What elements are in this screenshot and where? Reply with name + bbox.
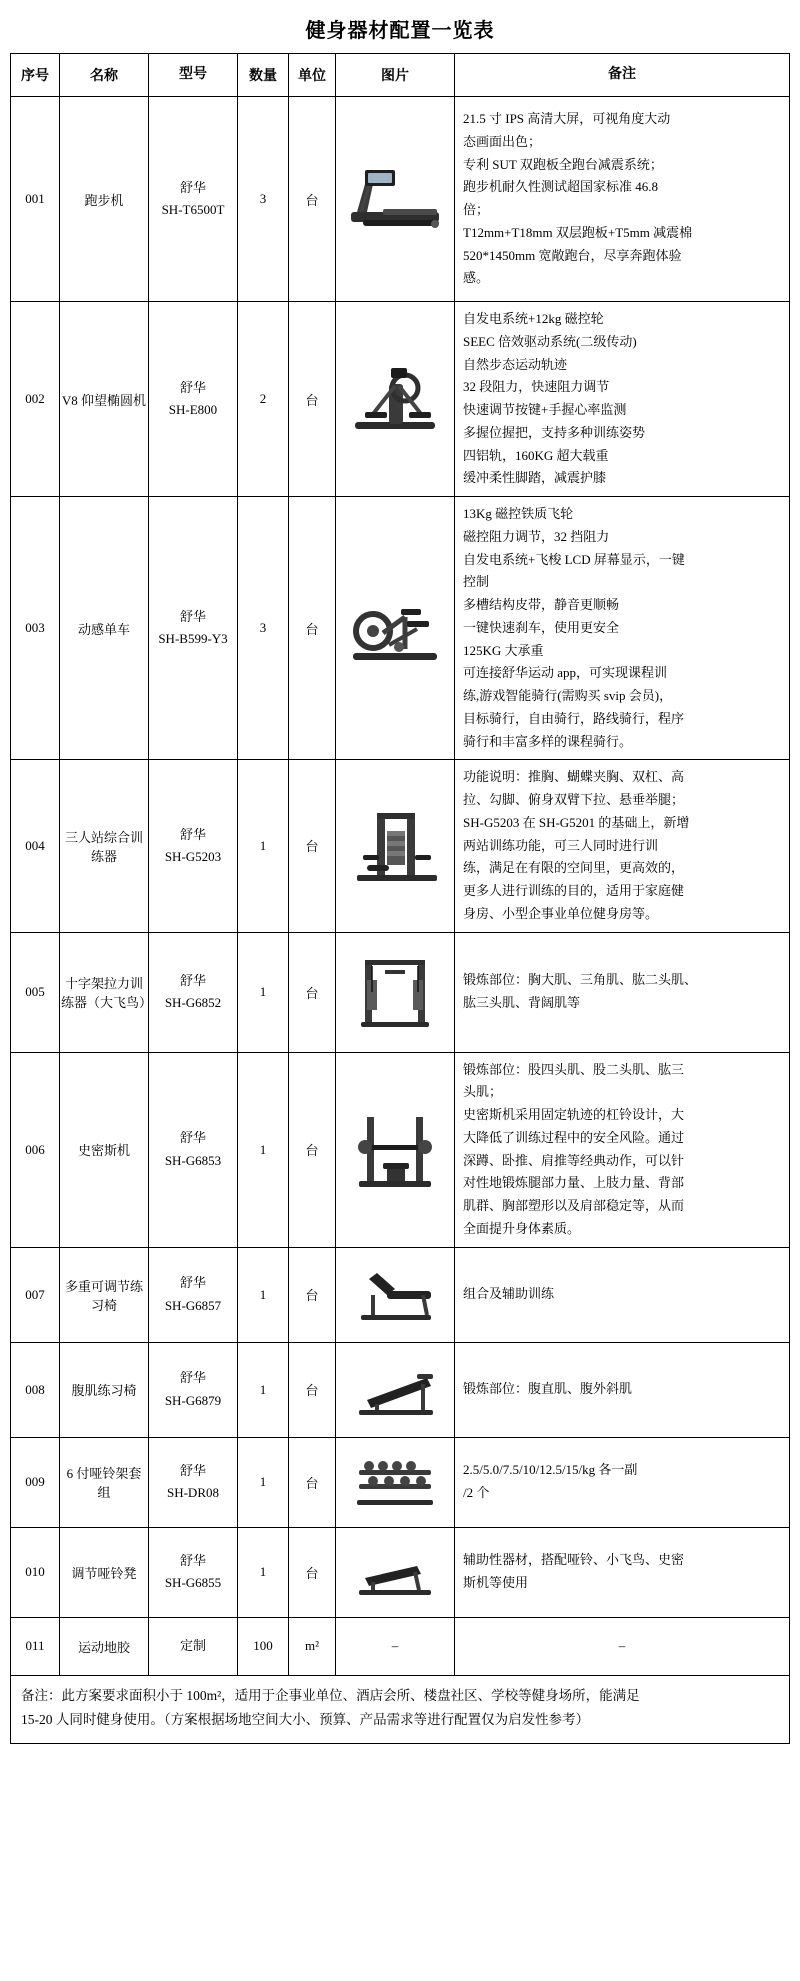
cell-brand: 舒华	[179, 1370, 206, 1386]
cell-unit: 台	[289, 497, 336, 760]
cell-model-code: SH-G6857	[164, 1297, 222, 1313]
remark-line: 多握位握把，支持多种训练姿势	[463, 424, 646, 440]
table-row	[11, 932, 790, 1052]
cell-remark	[455, 1342, 790, 1437]
adjustable-bench-icon	[343, 1265, 447, 1325]
remark-line: 练,游戏智能骑行(需购买 svip 会员)，	[463, 688, 673, 703]
remark-line: 组合及辅助训练	[463, 1286, 555, 1302]
cell-remark	[455, 932, 790, 1052]
table-body	[11, 97, 790, 1676]
footer-note-line-1: 此方案要求面积小于 100m²，适用于企事业单位、酒店会所、楼盘社区、学校等健身场所，能满足	[61, 1687, 640, 1703]
cell-unit: 台	[289, 1437, 336, 1527]
remark-line: 锻炼部位：股四头肌、股二头肌、肱三	[463, 1061, 685, 1077]
column-header-name: 名称	[60, 54, 149, 97]
remark-line: 全面提升身体素质。	[463, 1220, 581, 1236]
cell-qty: 1	[238, 1437, 289, 1527]
remark-line: 骑行和丰富多样的课程骑行。	[463, 733, 633, 749]
remark-line: 520*1450mm 宽敞跑台，尽享奔跑体验	[463, 247, 682, 263]
cell-model	[149, 1052, 238, 1247]
cell-model-code: SH-T6500T	[161, 202, 225, 217]
remark-line: 13Kg 磁控铁质飞轮	[463, 506, 574, 521]
cell-no: 007	[11, 1247, 60, 1342]
table-row	[11, 1437, 790, 1527]
cell-no: 010	[11, 1527, 60, 1617]
remark-line: 头肌；	[463, 1084, 503, 1100]
cell-image	[336, 1052, 455, 1247]
remark-line: T12mm+T18mm 双层跑板+T5mm 减震棉	[463, 224, 693, 240]
page-title: 健身器材配置一览表	[305, 20, 495, 42]
cell-remark	[455, 1052, 790, 1247]
dumbbell-rack-icon	[343, 1454, 447, 1510]
table-row	[11, 302, 790, 497]
cell-no: 003	[11, 497, 60, 760]
footer-note-label: 备注：	[21, 1687, 62, 1703]
smith-machine-icon	[343, 1105, 447, 1195]
cell-brand: 舒华	[179, 826, 206, 842]
cell-qty: 1	[238, 1247, 289, 1342]
cell-no: 005	[11, 932, 60, 1052]
remark-line: 21.5 寸 IPS 高清大屏，可视角度大动	[463, 111, 671, 126]
cell-no: 008	[11, 1342, 60, 1437]
remark-line: /2 个	[463, 1485, 490, 1500]
cell-remark	[455, 1527, 790, 1617]
remark-line: 功能说明：推胸、蝴蝶夹胸、双杠、高	[463, 769, 685, 785]
cell-qty: 3	[238, 97, 289, 302]
cell-model-code: SH-G5203	[164, 848, 222, 864]
cell-model	[149, 1247, 238, 1342]
cell-no: 001	[11, 97, 60, 302]
cell-brand: 舒华	[179, 1552, 206, 1568]
remark-line: 快速调节按键+手握心率监测	[463, 402, 627, 417]
footer-note-line-2: 15-20 人同时健身使用。（方案根据场地空间大小、预算、产品需求等进行配置仅为启发性参考）	[21, 1712, 590, 1728]
cell-name: 多重可调节练习椅	[60, 1247, 149, 1342]
cell-model-code: SH-DR08	[166, 1485, 219, 1500]
remark-line: 自然步态运动轨迹	[463, 356, 568, 372]
cell-image	[336, 760, 455, 932]
cell-model	[149, 97, 238, 302]
remark-line: 四铝轨，160KG 超大载重	[463, 447, 609, 463]
cell-name: 跑步机	[60, 97, 149, 302]
column-header-model: 型号	[149, 54, 238, 97]
remark-line: 辅助性器材，搭配哑铃、小飞鸟、史密	[463, 1552, 685, 1568]
cell-image	[336, 1437, 455, 1527]
cell-unit: 台	[289, 1342, 336, 1437]
cell-name: 调节哑铃凳	[60, 1527, 149, 1617]
cell-unit: m²	[289, 1617, 336, 1675]
remark-line: 磁控阻力调节，32 挡阻力	[463, 528, 610, 544]
cell-brand: 舒华	[179, 179, 206, 195]
remark-line: 锻炼部位：腹直肌、腹外斜肌	[463, 1381, 633, 1397]
remark-line: 目标骑行，自由骑行，路线骑行，程序	[463, 710, 685, 726]
cell-model-code: 定制	[179, 1637, 206, 1653]
footer-note	[10, 1675, 790, 1745]
table-row	[11, 1247, 790, 1342]
cell-name: V8 仰望椭圆机	[60, 302, 149, 497]
cell-remark	[455, 1437, 790, 1527]
cell-image	[336, 932, 455, 1052]
cell-remark: –	[455, 1617, 790, 1675]
cell-name: 三人站综合训练器	[60, 760, 149, 932]
column-header-unit: 单位	[289, 54, 336, 97]
cell-no: 002	[11, 302, 60, 497]
cell-image	[336, 97, 455, 302]
cell-qty: 1	[238, 1527, 289, 1617]
ab-bench-icon	[343, 1360, 447, 1420]
remark-line: 缓冲柔性脚踏，减震护膝	[463, 470, 607, 486]
cell-brand: 舒华	[179, 379, 206, 395]
cell-brand: 舒华	[179, 1462, 206, 1478]
cell-model	[149, 760, 238, 932]
remark-line: 拉、勾脚、俯身双臂下拉、悬垂举腿；	[463, 792, 685, 807]
remark-line: 锻炼部位：胸大肌、三角肌、肱二头肌、	[463, 972, 698, 988]
cell-name: 6 付哑铃架套组	[60, 1437, 149, 1527]
cell-image-placeholder: –	[336, 1617, 455, 1675]
table-header-row	[11, 54, 790, 97]
elliptical-icon	[343, 354, 447, 444]
remark-line: 肌群、胸部塑形以及肩部稳定等，从而	[463, 1198, 685, 1213]
cell-no: 006	[11, 1052, 60, 1247]
cell-remark	[455, 97, 790, 302]
cell-model-code: SH-G6852	[164, 995, 222, 1010]
cell-model-code: SH-G6853	[164, 1152, 222, 1168]
remark-line: 2.5/5.0/7.5/10/12.5/15/kg 各一副	[463, 1462, 638, 1478]
remark-line: 深蹲、卧推、肩推等经典动作，可以针	[463, 1152, 685, 1168]
cell-no: 009	[11, 1437, 60, 1527]
cell-qty: 1	[238, 760, 289, 932]
cell-image	[336, 497, 455, 760]
dumbbell-bench-icon	[343, 1544, 447, 1600]
remark-line: 态画面出色；	[463, 133, 542, 149]
cell-unit: 台	[289, 302, 336, 497]
cell-brand: 舒华	[179, 972, 206, 988]
table-row	[11, 97, 790, 302]
remark-line: 身房、小型企事业单位健身房等。	[463, 905, 659, 921]
remark-line: 32 段阻力，快速阻力调节	[463, 379, 610, 395]
cell-brand: 舒华	[179, 1275, 206, 1291]
cell-model	[149, 497, 238, 760]
remark-line: 跑步机耐久性测试超国家标准 46.8	[463, 179, 659, 195]
cell-qty: 1	[238, 1052, 289, 1247]
column-header-no: 序号	[11, 54, 60, 97]
cell-model	[149, 1527, 238, 1617]
cell-image	[336, 1527, 455, 1617]
cell-name: 腹肌练习椅	[60, 1342, 149, 1437]
remark-line: SH-G5203 在 SH-G5201 的基础上，新增	[463, 814, 690, 830]
remark-line: 练，满足在有限的空间里，更高效的，	[463, 860, 685, 876]
remark-line: 大降低了训练过程中的安全风险。通过	[463, 1129, 685, 1145]
table-row	[11, 1052, 790, 1247]
cable-crossover-icon	[343, 952, 447, 1032]
remark-line: 控制	[463, 574, 490, 590]
cell-unit: 台	[289, 760, 336, 932]
cell-model-code: SH-B599-Y3	[158, 631, 228, 647]
column-header-remark: 备注	[455, 54, 790, 97]
cell-image	[336, 1247, 455, 1342]
table-row	[11, 1342, 790, 1437]
table-row	[11, 1617, 790, 1675]
equipment-table	[10, 53, 790, 1676]
cell-remark	[455, 1247, 790, 1342]
remark-line: 125KG 大承重	[463, 642, 544, 658]
cell-model-code: SH-E800	[168, 402, 218, 417]
spin-bike-icon	[343, 583, 447, 673]
cell-brand: 舒华	[179, 609, 206, 625]
cell-remark	[455, 760, 790, 932]
cell-remark	[455, 302, 790, 497]
table-row	[11, 1527, 790, 1617]
cell-image	[336, 302, 455, 497]
cell-unit: 台	[289, 1052, 336, 1247]
table-row	[11, 497, 790, 760]
column-header-image: 图片	[336, 54, 455, 97]
cell-image	[336, 1342, 455, 1437]
cell-model	[149, 932, 238, 1052]
remark-line: 自发电系统+12kg 磁控轮	[463, 311, 604, 326]
cell-unit: 台	[289, 1527, 336, 1617]
remark-line: 可连接舒华运动 app，可实现课程训	[463, 665, 668, 681]
remark-line: 斯机等使用	[463, 1575, 529, 1590]
cell-name: 运动地胶	[60, 1617, 149, 1675]
remark-line: 倍；	[463, 202, 490, 217]
remark-line: 感。	[463, 270, 490, 286]
cell-qty: 2	[238, 302, 289, 497]
cell-no: 004	[11, 760, 60, 932]
remark-line: 肱三头肌、背阔肌等	[463, 995, 581, 1010]
remark-line: 自发电系统+飞梭 LCD 屏幕显示，一键	[463, 551, 685, 567]
remark-line: 对性地锻炼腿部力量、上肢力量、背部	[463, 1175, 685, 1191]
cell-unit: 台	[289, 97, 336, 302]
cell-model-code: SH-G6879	[164, 1392, 222, 1408]
cell-qty: 1	[238, 932, 289, 1052]
cell-unit: 台	[289, 1247, 336, 1342]
column-header-qty: 数量	[238, 54, 289, 97]
table-row	[11, 760, 790, 932]
cell-unit: 台	[289, 932, 336, 1052]
cell-model	[149, 1437, 238, 1527]
multi-gym-icon	[343, 801, 447, 891]
treadmill-icon	[343, 154, 447, 244]
remark-line: 专利 SUT 双跑板全跑台减震系统；	[463, 156, 663, 172]
cell-name: 动感单车	[60, 497, 149, 760]
remark-line: 更多人进行训练的目的，适用于家庭健	[463, 883, 685, 898]
cell-name: 十字架拉力训练器（大飞鸟）	[60, 932, 149, 1052]
cell-qty: 3	[238, 497, 289, 760]
cell-no: 011	[11, 1617, 60, 1675]
remark-line: 多槽结构皮带，静音更顺畅	[463, 597, 620, 612]
cell-qty: 1	[238, 1342, 289, 1437]
remark-line: 史密斯机采用固定轨迹的杠铃设计，大	[463, 1107, 685, 1122]
remark-line: 一键快速刹车，使用更安全	[463, 619, 620, 635]
remark-line: SEEC 倍效驱动系统(二级传动)	[463, 333, 637, 349]
cell-model	[149, 1617, 238, 1675]
cell-qty: 100	[238, 1617, 289, 1675]
remark-line: 两站训练功能，可三人同时进行训	[463, 837, 659, 853]
cell-name: 史密斯机	[60, 1052, 149, 1247]
cell-remark	[455, 497, 790, 760]
cell-model	[149, 1342, 238, 1437]
cell-model-code: SH-G6855	[164, 1575, 222, 1590]
cell-model	[149, 302, 238, 497]
cell-brand: 舒华	[179, 1130, 206, 1146]
